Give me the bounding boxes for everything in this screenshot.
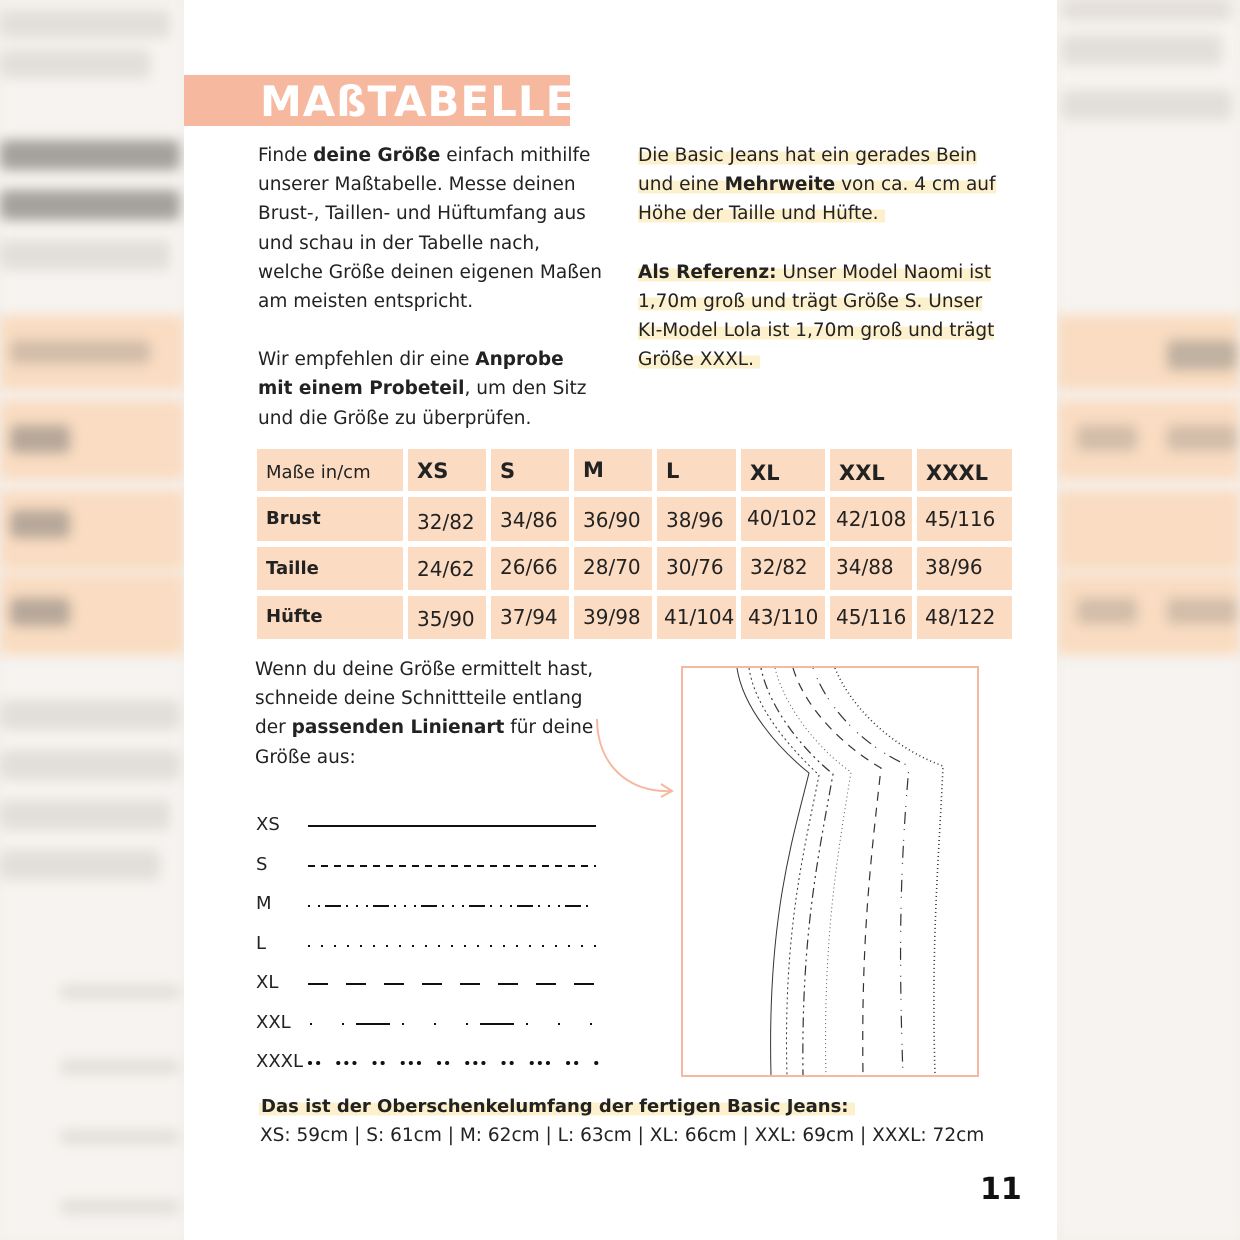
table-cell: 34/86 — [491, 497, 569, 541]
table-corner-label: Maße in/cm — [257, 449, 403, 491]
legend-label-xxxl: XXXL — [256, 1051, 304, 1072]
legend-label-xs: XS — [256, 814, 280, 835]
table-cell: 45/116 — [917, 497, 1012, 541]
table-cell: 32/82 — [408, 497, 486, 541]
table-cell: 35/90 — [408, 596, 486, 639]
table-cell: 28/70 — [574, 547, 652, 590]
table-cell: 30/76 — [657, 547, 736, 590]
page-title: MAßTABELLE — [260, 77, 576, 126]
intro-right-paragraph-2: Als Referenz: Unser Model Naomi ist 1,70m groß und trägt Größe S. Unser KI-Model Lola ist 1,70m groß und trägt Größe XXXL. — [638, 261, 995, 371]
table-header-s: S — [491, 449, 569, 491]
table-header-m: M — [574, 449, 652, 491]
table-cell: 41/104 — [657, 596, 736, 639]
intro-right-paragraph-1: Die Basic Jeans hat ein gerades Bein und eine Mehrweite von ca. 4 cm auf Höhe der Taille und Hüfte. — [638, 145, 996, 225]
intro-left-paragraph-1: Finde deine Größe einfach mithilfe unserer Maßtabelle. Messe deinen Brust-, Taillen- und Hüftumfang aus und schau in der Tabelle nach, welche Größe deinen eigenen Maßen am meisten entspricht. — [258, 145, 602, 313]
table-header-xxxl: XXXL — [917, 449, 1012, 491]
cut-instructions-text: Wenn du deine Größe ermittelt hast, schneide deine Schnittteile entlang der passenden Linienart für deine Größe aus: — [255, 659, 594, 768]
background-left-blur — [0, 0, 184, 1240]
thigh-circumference-values: XS: 59cm | S: 61cm | M: 62cm | L: 63cm | XL: 66cm | XXL: 69cm | XXXL: 72cm — [260, 1125, 985, 1146]
background-right-blur — [1057, 0, 1240, 1240]
table-cell: 26/66 — [491, 547, 569, 590]
legend-label-l: L — [256, 933, 267, 954]
curved-arrow-icon — [589, 715, 684, 805]
table-row-label-huefte: Hüfte — [257, 596, 403, 639]
table-cell: 36/90 — [574, 497, 652, 541]
pattern-piece-lines-icon — [683, 668, 977, 1075]
thigh-circumference-heading: Das ist der Oberschenkelumfang der fertigen Basic Jeans: — [259, 1092, 855, 1122]
table-header-l: L — [657, 449, 736, 491]
table-header-xl: XL — [741, 449, 825, 491]
table-cell: 37/94 — [491, 596, 569, 639]
table-cell: 38/96 — [657, 497, 736, 541]
table-cell: 45/116 — [830, 596, 912, 639]
table-cell: 48/122 — [917, 596, 1012, 639]
table-cell: 39/98 — [574, 596, 652, 639]
table-cell: 32/82 — [741, 547, 825, 590]
legend-label-s: S — [256, 854, 268, 875]
table-row-label-taille: Taille — [257, 547, 403, 590]
table-cell: 38/96 — [917, 547, 1012, 590]
intro-left-text — [258, 141, 604, 433]
table-cell: 34/88 — [830, 547, 912, 590]
table-row-label-brust: Brust — [257, 497, 403, 541]
table-header-xxl: XXL — [830, 449, 912, 491]
intro-right-text — [638, 141, 998, 374]
table-cell: 40/102 — [741, 497, 825, 541]
table-cell: 24/62 — [408, 547, 486, 590]
legend-label-m: M — [256, 893, 272, 914]
table-cell: 43/110 — [741, 596, 825, 639]
page-number: 11 — [980, 1172, 1022, 1207]
legend-label-xxl: XXL — [256, 1012, 291, 1033]
table-header-xs: XS — [408, 449, 486, 491]
legend-label-xl: XL — [256, 972, 279, 993]
intro-left-paragraph-2: Wir empfehlen dir eine Anprobe mit einem Probeteil, um den Sitz und die Größe zu überprüfen. — [258, 349, 587, 429]
table-cell: 42/108 — [830, 497, 912, 541]
pattern-piece-figure — [681, 666, 979, 1077]
line-style-legend-icon — [304, 812, 614, 1074]
document-page — [184, 0, 1057, 1240]
